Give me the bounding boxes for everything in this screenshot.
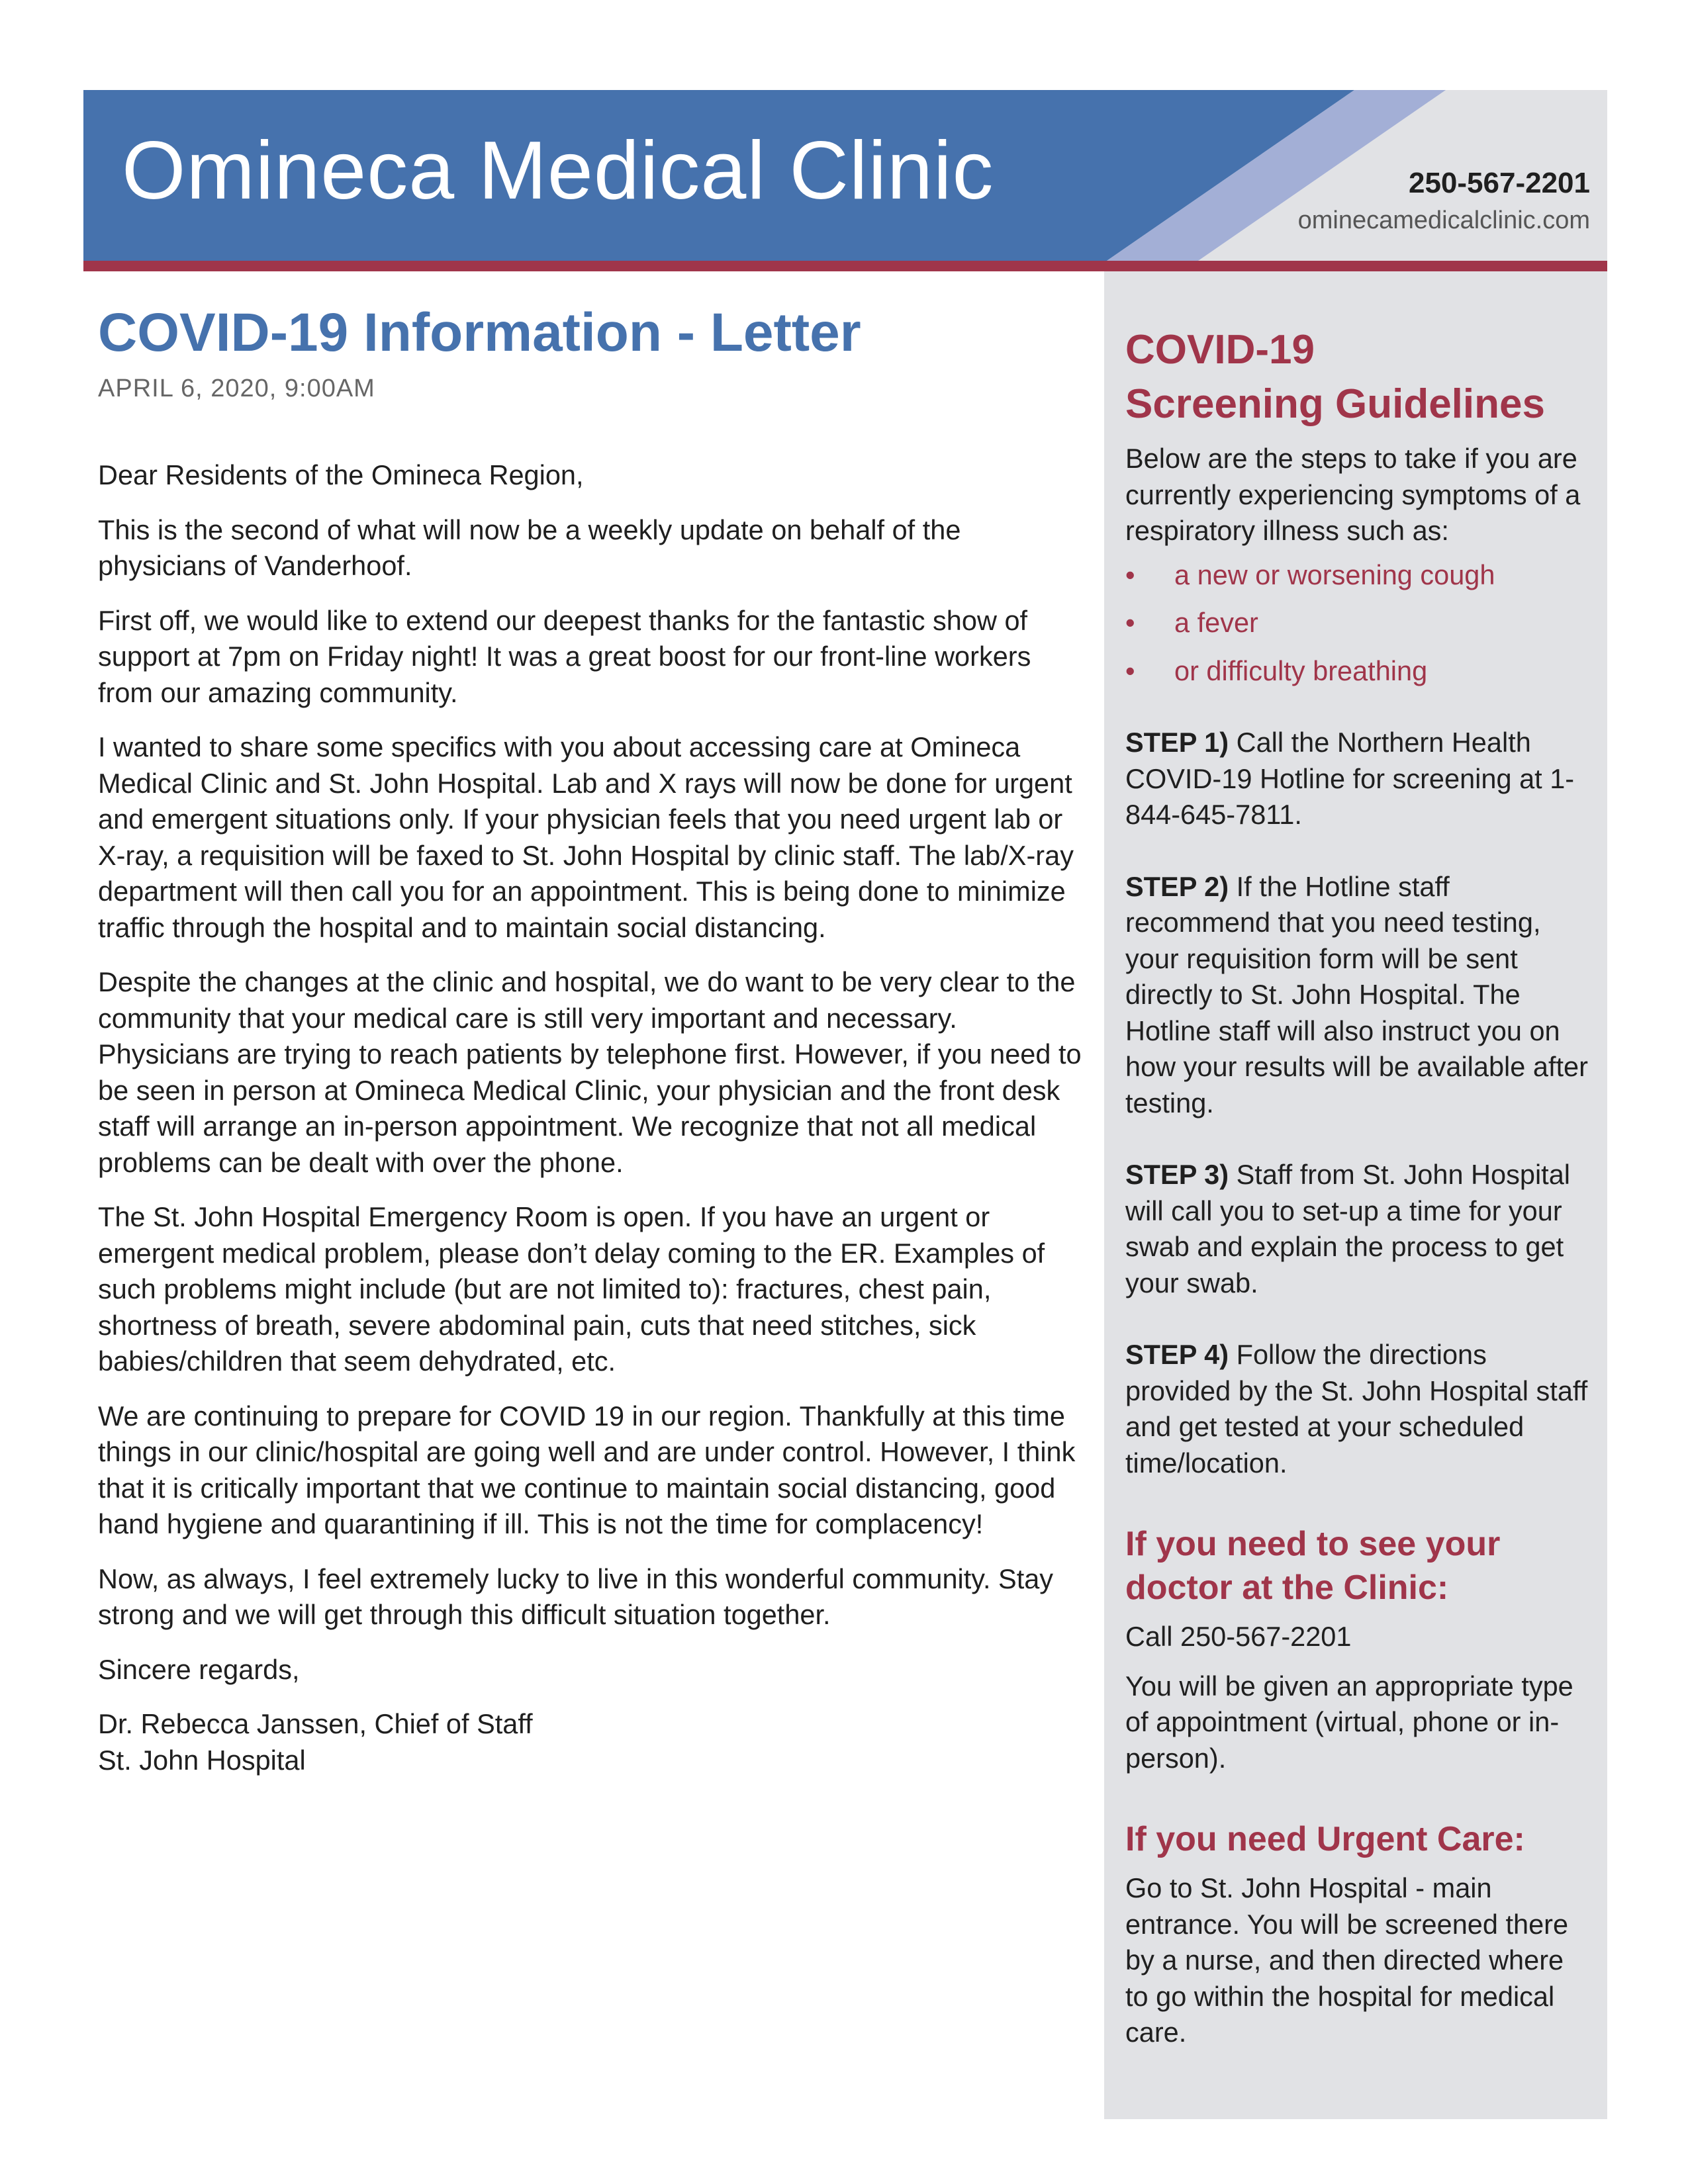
letter-paragraph: This is the second of what will now be a weekly update on behalf of the physicians of Vanderhoof. xyxy=(98,514,961,581)
step-2: STEP 2) If the Hotline staff recommend that you need testing, your requisition form will be sent directly to St. John Hospital. The Hotline staff will also instruct you on how your results will be available after testing. xyxy=(1125,870,1588,1118)
signature xyxy=(98,1706,1084,1778)
header-red-rule xyxy=(83,261,1607,271)
symptom-item: • a new or worsening cough xyxy=(1125,557,1589,594)
step-label: STEP 2) xyxy=(1125,870,1229,902)
letter-paragraph: Now, as always, I feel extremely lucky to live in this wonderful community. Stay strong and we will get through this difficult situation together. xyxy=(98,1563,1054,1630)
symptom-item: • a fever xyxy=(1125,605,1589,641)
symptom-item: • or difficulty breathing xyxy=(1125,653,1589,690)
step-label: STEP 1) xyxy=(1125,727,1229,758)
step-1: STEP 1) Call the Northern Health COVID-19 Hotline for screening at 1-844-645-7811. xyxy=(1125,727,1575,830)
sidebar-title-line1: COVID-19 xyxy=(1125,327,1315,373)
sidebar-intro: Below are the steps to take if you are currently experiencing symptoms of a respiratory illness such as: xyxy=(1125,443,1581,546)
letter-paragraph: I wanted to share some specifics with you about accessing care at Omineca Medical Clinic and St. John Hospital. Lab and X rays will now be done for urgent and emergent situations only. If your physician feels that you need urgent lab or X-ray, a requisition will be faxed to St. John Hospital by clinic staff. The lab/X-ray department will then call you for an appointment. This is being done to minimize traffic through the hospital and to maintain social distancing. xyxy=(98,731,1074,943)
bullet-icon: • xyxy=(1125,559,1135,590)
letter-column xyxy=(98,302,1084,1778)
letter-paragraph: We are continuing to prepare for COVID 19 in our region. Thankfully at this time things in our clinic/hospital are going well and are under control. However, I think that it is critically important that we continue to maintain social distancing, good hand hygiene and quarantining if ill. This is not the time for complacency! xyxy=(98,1400,1076,1539)
letter-closing: Sincere regards, xyxy=(98,1653,300,1685)
clinic-visit-heading: If you need to see your doctor at the Clinic: xyxy=(1125,1525,1501,1607)
clinic-website: ominecamedicalclinic.com xyxy=(1297,206,1590,234)
symptom-list xyxy=(1125,557,1589,690)
bullet-icon: • xyxy=(1125,607,1135,638)
letter-paragraph: The St. John Hospital Emergency Room is open. If you have an urgent or emergent medical problem, please don’t delay coming to the ER. Examples of such problems might include (but are not limited to): fractures, chest pain, shortness of breath, severe abdominal pain, cuts that need stitches, sick babies/children that seem dehydrated, etc. xyxy=(98,1201,1045,1377)
screening-sidebar xyxy=(1104,271,1607,2119)
letter-paragraph: Despite the changes at the clinic and hospital, we do want to be very clear to the community that your medical care is still very important and necessary. Physicians are trying to reach patients by telephone first. However, if you need to be seen in person at Omineca Medical Clinic, your physician and the front desk staff will arrange an in-person appointment. We recognize that not all medical problems can be dealt with over the phone. xyxy=(98,966,1082,1178)
letter-salutation: Dear Residents of the Omineca Region, xyxy=(98,459,584,490)
step-label: STEP 3) xyxy=(1125,1159,1229,1190)
signature-org: St. John Hospital xyxy=(98,1744,306,1776)
sidebar-title-line2: Screening Guidelines xyxy=(1125,381,1545,427)
sidebar-title xyxy=(1125,323,1589,432)
step-3: STEP 3) Staff from St. John Hospital will call you to set-up a time for your swab and explain the process to get your swab. xyxy=(1125,1159,1570,1298)
letter-title: COVID-19 Information - Letter xyxy=(98,302,861,363)
step-4: STEP 4) Follow the directions provided by the St. John Hospital staff and get tested at your scheduled time/location. xyxy=(1125,1339,1588,1479)
urgent-care-text: Go to St. John Hospital - main entrance. You will be screened there by a nurse, and then directed where to go within the hospital for medical care. xyxy=(1125,1872,1569,2048)
clinic-name: Omineca Medical Clinic xyxy=(122,125,994,216)
clinic-phone: 250-567-2201 xyxy=(1408,167,1590,199)
signature-name: Dr. Rebecca Janssen, Chief of Staff xyxy=(98,1708,533,1739)
step-label: STEP 4) xyxy=(1125,1339,1229,1370)
letter-paragraph: First off, we would like to extend our deepest thanks for the fantastic show of support at 7pm on Friday night! It was a great boost for our front-line workers from our amazing community. xyxy=(98,604,1031,708)
urgent-care-heading: If you need Urgent Care: xyxy=(1125,1820,1525,1858)
letter-date: APRIL 6, 2020, 9:00AM xyxy=(98,375,375,402)
bullet-icon: • xyxy=(1125,655,1135,686)
clinic-call-text: Call 250-567-2201 xyxy=(1125,1621,1352,1652)
clinic-appointment-text: You will be given an appropriate type of appointment (virtual, phone or in-person). xyxy=(1125,1670,1573,1774)
